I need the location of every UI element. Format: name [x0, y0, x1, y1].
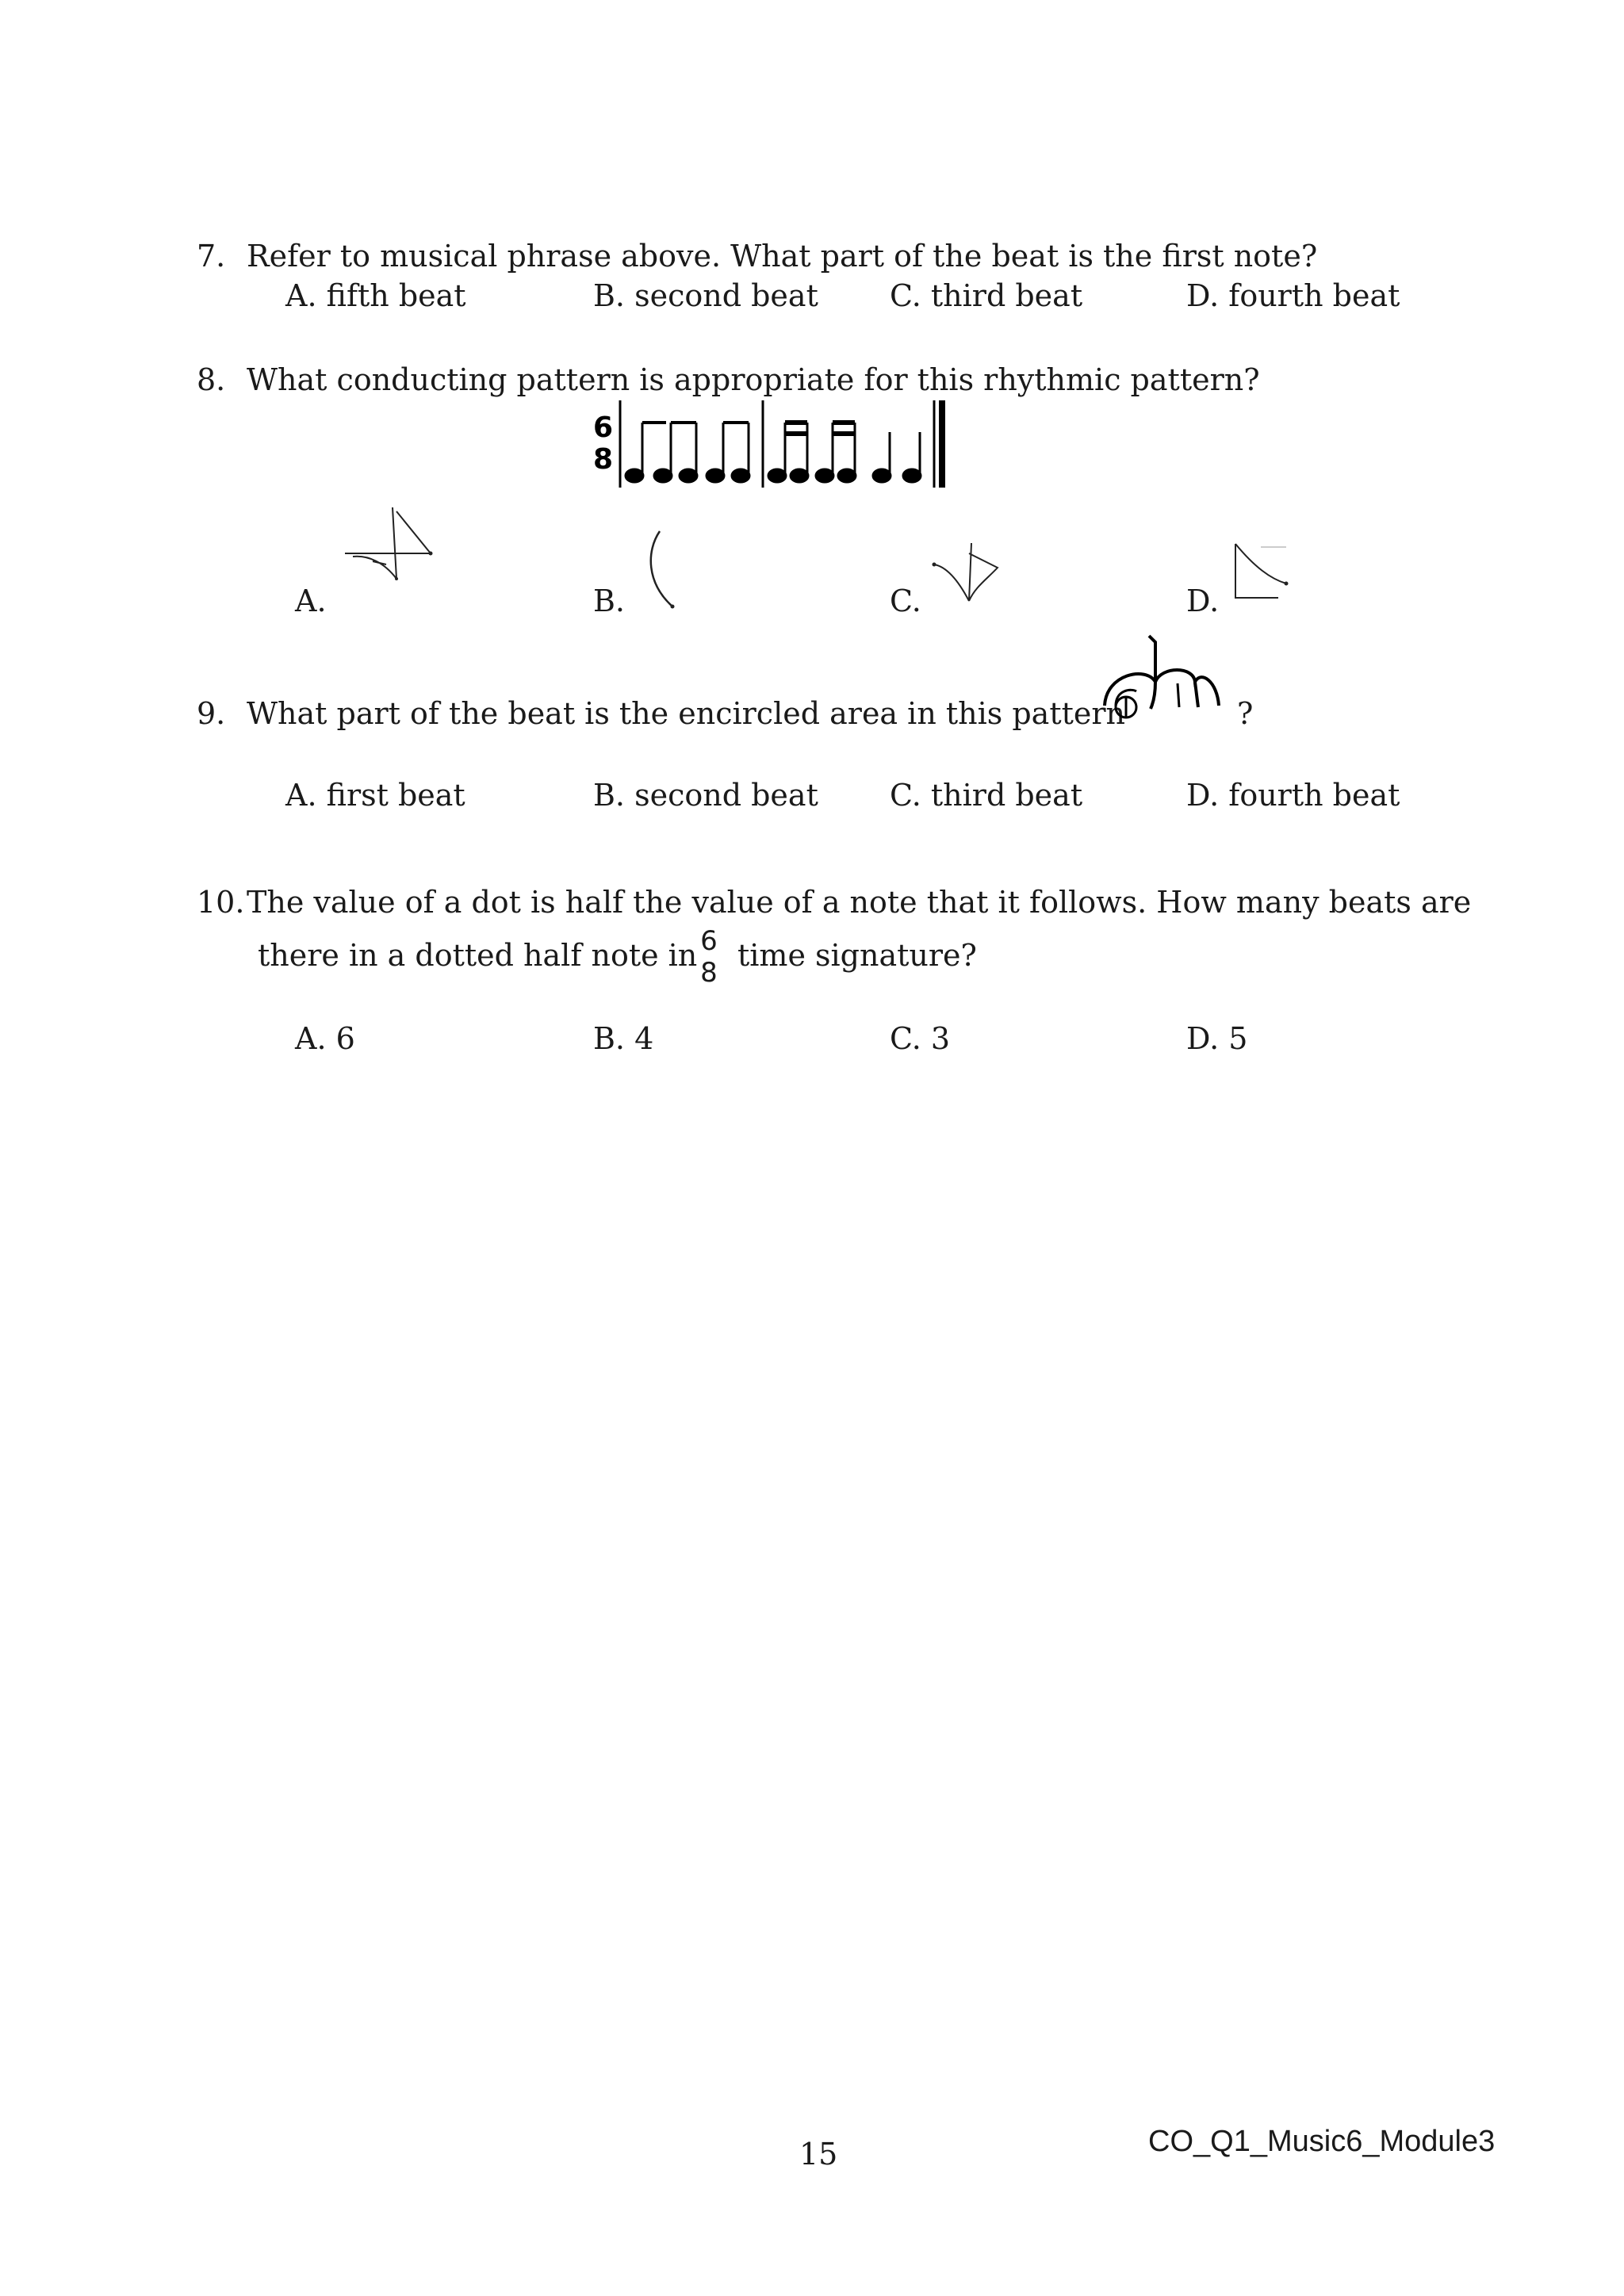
question-9-mark: ? [1237, 696, 1254, 731]
q9-option-b[interactable]: B. second beat [593, 778, 818, 813]
question-7 [197, 238, 225, 274]
fraction-bottom: 8 [700, 957, 718, 989]
q9-option-a[interactable]: A. first beat [285, 778, 465, 813]
q9-option-d[interactable]: D. fourth beat [1186, 778, 1400, 813]
q8-option-b-label[interactable]: B. [593, 584, 626, 618]
q10-option-d[interactable]: D. 5 [1186, 1021, 1248, 1056]
conducting-pattern-d-icon[interactable] [1231, 539, 1294, 603]
question-10-line2-after: time signature? [737, 938, 977, 973]
question-9-text: What part of the beat is the encircled area in this pattern [247, 696, 1125, 731]
q8-option-d-label[interactable]: D. [1186, 584, 1220, 618]
q7-option-b[interactable]: B. second beat [593, 278, 818, 313]
measure-2 [768, 423, 921, 482]
question-10-line2-before: there in a dotted half note in [258, 938, 698, 973]
q7-option-a[interactable]: A. fifth beat [285, 278, 466, 313]
measure-1 [626, 423, 749, 482]
q7-option-d[interactable]: D. fourth beat [1186, 278, 1400, 313]
question-10-line1: The value of a dot is half the value of a note that it follows. How many beats are [247, 885, 1472, 920]
fraction-top: 6 [700, 925, 718, 957]
q10-option-a[interactable]: A. 6 [295, 1021, 355, 1056]
rhythm-pattern [587, 400, 1031, 496]
time-signature-bottom: 8 [593, 443, 614, 476]
conducting-pattern-a-icon[interactable] [337, 499, 440, 595]
q9-option-c[interactable]: C. third beat [890, 778, 1083, 813]
question-10-number: 10. [197, 885, 245, 920]
question-8-text: What conducting pattern is appropriate for this rhythmic pattern? [247, 362, 1260, 397]
q10-option-c[interactable]: C. 3 [890, 1021, 951, 1056]
time-signature-top: 6 [593, 411, 614, 444]
question-8-number: 8. [197, 362, 226, 397]
question-number: 7. [197, 239, 226, 274]
q7-option-c[interactable]: C. third beat [890, 278, 1083, 313]
question-9-number: 9. [197, 696, 226, 731]
page-number: 15 [799, 2137, 838, 2172]
q8-option-a-label[interactable]: A. [295, 584, 327, 618]
question-7-text: Refer to musical phrase above. What part of the beat is the first note? [247, 239, 1318, 274]
module-code: CO_Q1_Music6_Module3 [1148, 2125, 1496, 2158]
q8-option-c-label[interactable]: C. [890, 584, 921, 618]
q10-option-b[interactable]: B. 4 [593, 1021, 654, 1056]
beat-pattern-icon [1098, 634, 1225, 729]
conducting-pattern-b-icon[interactable] [642, 527, 690, 614]
conducting-pattern-c-icon[interactable] [928, 539, 1007, 610]
